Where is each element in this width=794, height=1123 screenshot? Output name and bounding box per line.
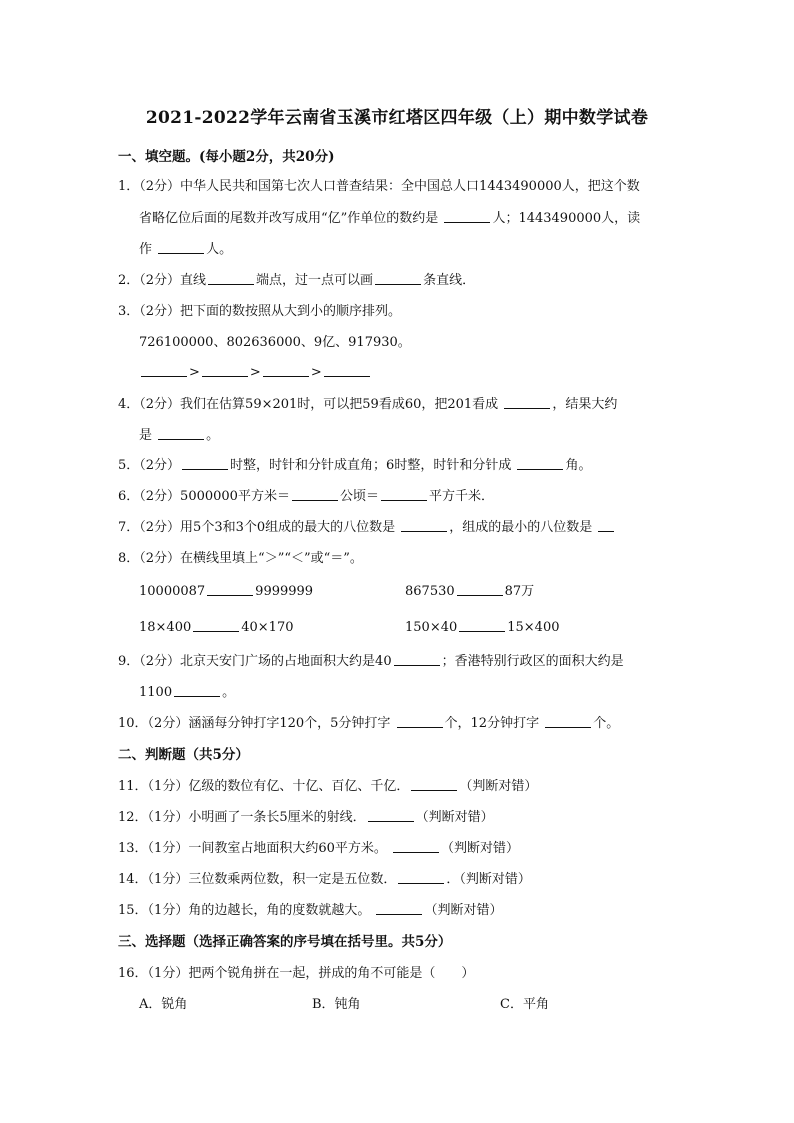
q14: 14．（1分）三位数乘两位数，积一定是五位数． ．（判断对错） (118, 872, 531, 887)
q7: 7．（2分）用5个3和3个0组成的最大的八位数是 ，组成的最小的八位数是 (118, 519, 616, 537)
answer-blank[interactable] (141, 364, 187, 377)
answer-blank[interactable] (202, 364, 248, 377)
answer-blank[interactable] (381, 488, 427, 501)
answer-blank[interactable] (207, 583, 253, 596)
q11: 11．（1分）亿级的数位有亿、十亿、百亿、千亿． （判断对错） (118, 779, 538, 794)
answer-blank[interactable] (376, 902, 422, 915)
q16-option-b[interactable]: B．钝角 (312, 997, 361, 1012)
answer-blank[interactable] (158, 241, 204, 254)
answer-blank[interactable] (459, 619, 505, 632)
answer-blank[interactable] (193, 619, 239, 632)
q9-line1: 9．（2分）北京天安门广场的占地面积大约是40 ；香港特别行政区的面积大约是 (118, 654, 624, 669)
answer-blank[interactable] (393, 840, 439, 853)
q6: 6．（2分）5000000平方米＝ 公顷＝ 平方千米． (118, 489, 494, 504)
q3-line2: 726100000、802636000、9亿、917930。 (139, 335, 411, 350)
answer-blank[interactable] (324, 364, 370, 377)
answer-blank[interactable] (401, 519, 447, 532)
answer-blank[interactable] (517, 457, 563, 470)
section-multiple-choice: 三、选择题（选择正确答案的序号填在括号里。共5分） (118, 934, 452, 950)
answer-blank[interactable] (263, 364, 309, 377)
answer-blank[interactable] (545, 715, 591, 728)
exam-title: 2021-2022学年云南省玉溪市红塔区四年级（上）期中数学试卷 (145, 108, 649, 128)
q5: 5．（2分） 时整，时针和分针成直角；6时整，时针和分针成 角。 (118, 458, 592, 473)
answer-blank[interactable] (158, 427, 204, 440)
q2: 2．（2分）直线 端点，过一点可以画 条直线． (118, 273, 476, 288)
answer-blank[interactable] (504, 396, 550, 409)
q16-option-a[interactable]: A．锐角 (139, 997, 188, 1012)
q3-line1: 3．（2分）把下面的数按照从大到小的顺序排列。 (118, 304, 402, 319)
q15: 15．（1分）角的边越长，角的度数就越大。 （判断对错） (118, 903, 503, 918)
answer-blank[interactable] (457, 583, 503, 596)
answer-blank[interactable] (208, 272, 254, 285)
q8-row2: 18×400 40×170 150×40 15×400 (139, 620, 560, 635)
q9-line2: 1100 。 (139, 685, 236, 700)
answer-blank[interactable] (397, 715, 443, 728)
q8-line1: 8．（2分）在横线里填上“＞”“＜”或“＝”。 (118, 551, 363, 566)
answer-blank[interactable] (411, 778, 457, 791)
q16-options (139, 996, 579, 1014)
answer-blank[interactable] (174, 684, 220, 697)
section-fill-in: 一、填空题。(每小题2分，共20分) (118, 149, 335, 165)
q4-line2: 是 。 (139, 428, 220, 443)
section-true-false: 二、判断题（共5分） (118, 747, 249, 763)
answer-blank[interactable] (182, 457, 228, 470)
q13: 13．（1分）一间教室占地面积大约60平方米。 （判断对错） (118, 841, 520, 856)
q16-stem: 16．（1分）把两个锐角拼在一起，拼成的角不可能是（ ） (118, 966, 475, 981)
q12: 12．（1分）小明画了一条长5厘米的射线． （判断对错） (118, 810, 494, 825)
answer-blank[interactable] (292, 488, 338, 501)
q3-order-blanks: > > > (139, 364, 372, 382)
q1-line2: 省略亿位后面的尾数并改写成用“亿”作单位的数约是 人；1443490000人，读 (139, 211, 641, 226)
q16-option-c[interactable]: C．平角 (500, 997, 549, 1012)
q4-line1: 4．（2分）我们在估算59×201时，可以把59看成60，把201看成 ，结果大约 (118, 397, 618, 412)
answer-blank[interactable] (394, 653, 440, 666)
answer-blank[interactable] (598, 519, 614, 532)
q1-line3: 作 人。 (139, 242, 233, 257)
answer-blank[interactable] (368, 809, 414, 822)
answer-blank[interactable] (375, 272, 421, 285)
q10: 10．（2分）涵涵每分钟打字120个，5分钟打字 个，12分钟打字 个。 (118, 716, 620, 731)
answer-blank[interactable] (398, 871, 444, 884)
q1-line1: 1．（2分）中华人民共和国第七次人口普查结果：全中国总人口1443490000人，把这个数 (118, 179, 640, 194)
answer-blank[interactable] (444, 210, 490, 223)
q8-row1: 10000087 9999999 867530 87万 (139, 584, 535, 599)
